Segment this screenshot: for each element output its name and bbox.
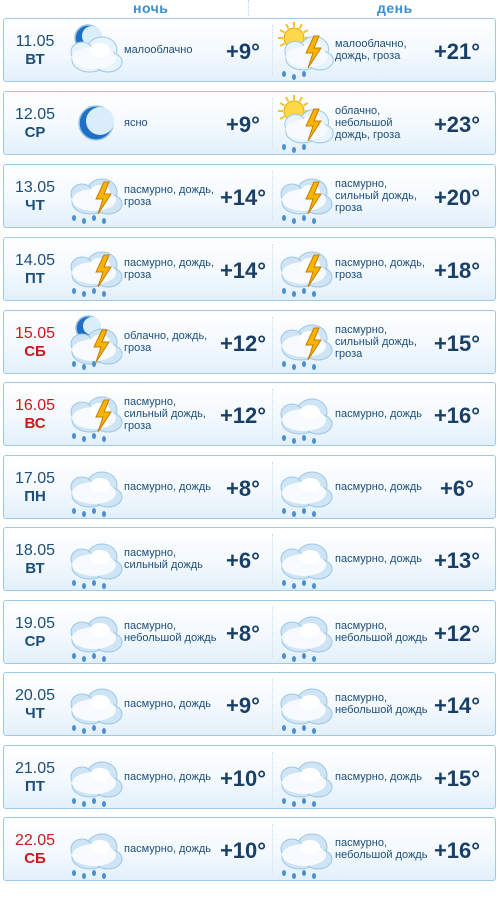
day-temperature: +20° — [433, 185, 481, 210]
day-temperature: +16° — [433, 403, 481, 428]
night-temperature: +14° — [219, 258, 267, 283]
day-temperature: +15° — [433, 331, 481, 356]
cloud-rain-icon — [276, 459, 336, 517]
forecast-row — [3, 237, 496, 301]
cloud-rain-icon — [276, 531, 336, 589]
night-condition: пасмурно, сильный дождь — [124, 547, 203, 571]
cloud-rain-icon — [66, 749, 126, 807]
row-divider — [272, 462, 273, 512]
day-temperature: +6° — [440, 476, 474, 501]
day-condition: пасмурно, дождь, гроза — [335, 257, 426, 281]
cloud-rain-icon — [66, 459, 126, 517]
cloud-rain-icon — [66, 604, 126, 662]
weekday-label: ПТ — [25, 778, 45, 795]
row-divider — [272, 824, 273, 874]
cloud-rain-icon — [276, 604, 336, 662]
date-label: 22.05 — [14, 832, 56, 849]
date-label: 16.05 — [14, 397, 56, 414]
row-divider — [272, 752, 273, 802]
forecast-row — [3, 18, 496, 82]
night-temperature: +10° — [219, 766, 267, 791]
forecast-row — [3, 382, 496, 446]
night-temperature: +8° — [226, 621, 260, 646]
date-cell — [4, 687, 66, 723]
date-label: 20.05 — [14, 687, 56, 704]
day-temperature: +21° — [433, 39, 481, 64]
night-condition: ясно — [124, 117, 148, 129]
night-condition: пасмурно, дождь — [124, 843, 211, 855]
day-condition: пасмурно, небольшой дождь — [335, 837, 428, 861]
night-temperature: +8° — [226, 476, 260, 501]
weekday-label: СБ — [24, 850, 46, 867]
date-cell — [4, 760, 66, 796]
moon-cloud-icon — [66, 22, 126, 80]
day-header: день — [377, 0, 413, 16]
forecast-row — [3, 745, 496, 809]
cloud-rain-icon — [276, 821, 336, 879]
night-temperature: +9° — [226, 112, 260, 137]
cloud-storm-icon — [66, 168, 126, 226]
forecast-row — [3, 600, 496, 664]
night-condition: пасмурно, дождь — [124, 698, 211, 710]
night-condition: облачно, дождь, гроза — [124, 330, 208, 354]
night-temperature: +12° — [219, 331, 267, 356]
weekday-label: ЧТ — [25, 705, 45, 722]
day-condition: пасмурно, небольшой дождь — [335, 692, 428, 716]
day-condition: пасмурно, дождь — [335, 408, 422, 420]
date-label: 19.05 — [14, 615, 56, 632]
moon-cloud-storm-icon — [66, 314, 126, 372]
cloud-rain-icon — [66, 676, 126, 734]
weekday-label: ПН — [24, 488, 46, 505]
cloud-rain-icon — [66, 821, 126, 879]
forecast-row — [3, 91, 496, 155]
day-temperature: +13° — [433, 548, 481, 573]
day-condition: пасмурно, дождь — [335, 553, 422, 565]
night-condition: пасмурно, небольшой дождь — [124, 620, 217, 644]
day-condition: пасмурно, дождь — [335, 481, 422, 493]
row-divider — [272, 244, 273, 294]
date-label: 18.05 — [14, 542, 56, 559]
date-cell — [4, 33, 66, 69]
forecast-row — [3, 455, 496, 519]
night-temperature: +9° — [226, 693, 260, 718]
cloud-rain-icon — [66, 531, 126, 589]
night-temperature: +14° — [219, 185, 267, 210]
day-temperature: +12° — [433, 621, 481, 646]
date-cell — [4, 397, 66, 433]
date-cell — [4, 832, 66, 868]
cloud-rain-icon — [276, 749, 336, 807]
date-cell — [4, 106, 66, 142]
day-condition: облачно, небольшой дождь, гроза — [335, 105, 401, 141]
weekday-label: СР — [24, 633, 46, 650]
sun-cloud-storm-icon — [276, 22, 336, 80]
row-divider — [272, 98, 273, 148]
night-condition: пасмурно, дождь — [124, 481, 211, 493]
row-divider — [272, 171, 273, 221]
forecast-row — [3, 164, 496, 228]
night-temperature: +10° — [219, 838, 267, 863]
night-temperature: +9° — [226, 39, 260, 64]
date-cell — [4, 470, 66, 506]
cloud-storm-icon — [66, 386, 126, 444]
forecast-row — [3, 527, 496, 591]
night-condition: малооблачно — [124, 44, 193, 56]
day-temperature: +16° — [433, 838, 481, 863]
date-cell — [4, 325, 66, 361]
night-condition: пасмурно, сильный дождь, гроза — [124, 396, 206, 432]
night-condition: пасмурно, дождь, гроза — [124, 257, 215, 281]
weekday-label: СР — [24, 124, 46, 141]
day-temperature: +23° — [433, 112, 481, 137]
column-header — [0, 0, 500, 18]
day-temperature: +18° — [433, 258, 481, 283]
date-label: 12.05 — [14, 106, 56, 123]
cloud-storm-icon — [276, 241, 336, 299]
date-label: 15.05 — [14, 325, 56, 342]
weekday-label: ВТ — [25, 51, 45, 68]
day-condition: пасмурно, дождь — [335, 771, 422, 783]
date-cell — [4, 179, 66, 215]
row-divider — [272, 607, 273, 657]
day-condition: пасмурно, небольшой дождь — [335, 620, 428, 644]
sun-cloud-storm-icon — [276, 95, 336, 153]
row-divider — [272, 679, 273, 729]
date-cell — [4, 542, 66, 578]
day-condition: пасмурно, сильный дождь, гроза — [335, 178, 417, 214]
weekday-label: ПТ — [25, 270, 45, 287]
cloud-rain-icon — [276, 676, 336, 734]
day-condition: малооблачно, дождь, гроза — [335, 38, 407, 62]
row-divider — [272, 25, 273, 75]
date-label: 21.05 — [14, 760, 56, 777]
date-label: 11.05 — [15, 33, 55, 50]
night-temperature: +6° — [226, 548, 260, 573]
cloud-storm-icon — [276, 168, 336, 226]
cloud-storm-icon — [276, 314, 336, 372]
cloud-storm-icon — [66, 241, 126, 299]
night-condition: пасмурно, дождь — [124, 771, 211, 783]
day-temperature: +15° — [433, 766, 481, 791]
day-condition: пасмурно, сильный дождь, гроза — [335, 324, 417, 360]
moon-icon — [66, 95, 126, 153]
date-cell — [4, 252, 66, 288]
row-divider — [272, 534, 273, 584]
date-label: 17.05 — [14, 470, 56, 487]
weekday-label: ВС — [24, 415, 46, 432]
header-divider — [248, 0, 249, 16]
weekday-label: ЧТ — [25, 197, 45, 214]
forecast-row — [3, 672, 496, 736]
night-condition: пасмурно, дождь, гроза — [124, 184, 215, 208]
day-temperature: +14° — [433, 693, 481, 718]
forecast-row — [3, 817, 496, 881]
date-label: 13.05 — [14, 179, 56, 196]
forecast-row — [3, 310, 496, 374]
date-cell — [4, 615, 66, 651]
night-header: ночь — [133, 0, 169, 16]
date-label: 14.05 — [14, 252, 56, 269]
weekday-label: ВТ — [25, 560, 45, 577]
cloud-rain-icon — [276, 386, 336, 444]
row-divider — [272, 317, 273, 367]
night-temperature: +12° — [219, 403, 267, 428]
row-divider — [272, 389, 273, 439]
weekday-label: СБ — [24, 343, 46, 360]
